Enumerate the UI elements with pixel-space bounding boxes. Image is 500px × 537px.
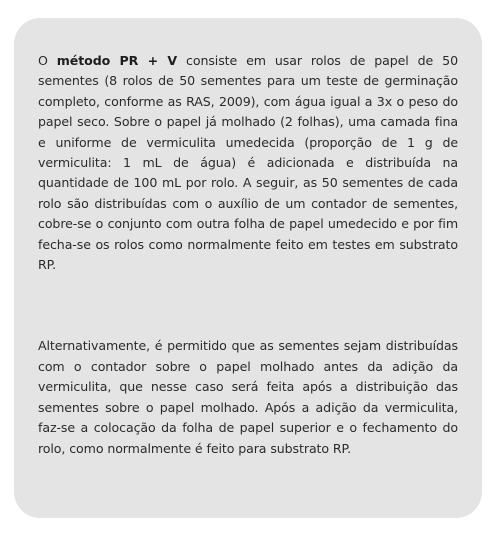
paragraph-alternative: Alternativamente, é permitido que as sementes sejam distribuídas com o contador sobre o papel molhado antes da adição da vermiculita, que nesse caso será feita após a distribuição das sementes sobre o papel molhado. Após a adição da vermiculita, faz-se a colocação da folha de papel superior e o fechamento do rolo, como normalmente é feito para substrato RP. [38, 338, 458, 456]
paragraph-body: consiste em usar rolos de papel de 50 sementes (8 rolos de 50 sementes para um teste de germinação completo, conforme as RAS, 2009), com água igual a 3x o peso do papel seco. Sobre o papel já molhado (2 folhas), uma camada fina e uniforme de vermiculita umedecida (proporção de 1 g de vermiculita: 1 mL de água) é adicionada e distribuída na quantidade de 100 mL por rolo. A seguir, as 50 sementes de cada rolo são distribuídas com o auxílio de um contador de sementes, cobre-se o conjunto com outra folha de papel umedecido e por fim fecha-se os rolos como normalmente feito em testes em substrato RP. [38, 53, 458, 273]
method-name: método PR + V [56, 53, 178, 68]
paragraph-lead: O [38, 53, 57, 68]
info-card [14, 18, 482, 518]
paragraph-method-description [38, 51, 458, 275]
